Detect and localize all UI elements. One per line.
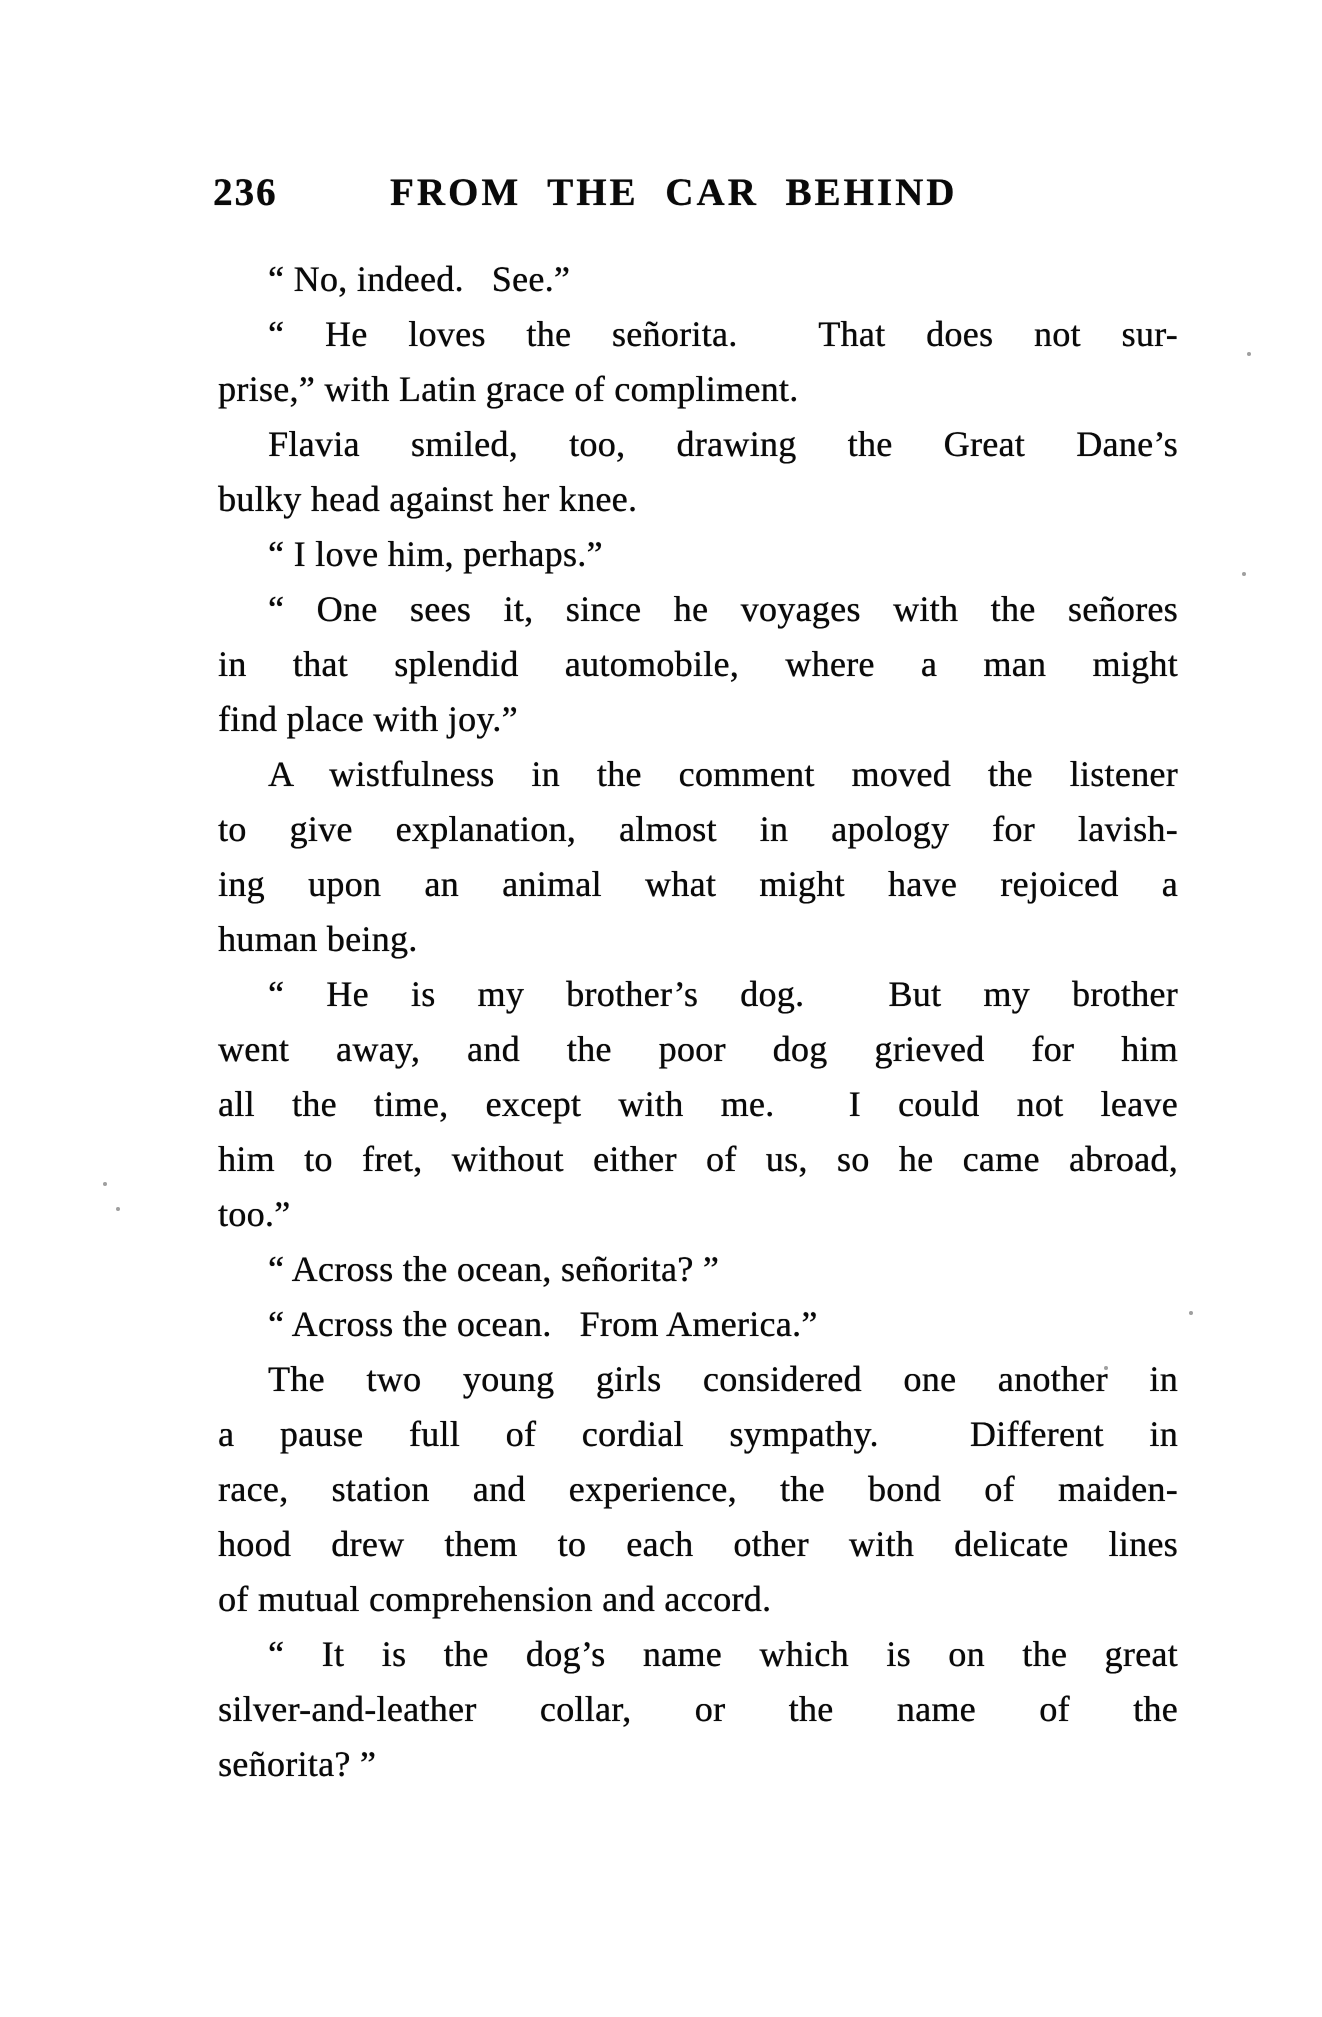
text-line: “ No, indeed. See.” <box>268 259 571 299</box>
scan-speck <box>116 1207 120 1211</box>
text-line: of mutual comprehension and accord. <box>218 1579 772 1619</box>
text-line: too.” <box>218 1194 291 1234</box>
text-line: señorita? ” <box>218 1744 377 1784</box>
text-line: prise,” with Latin grace of compliment. <box>218 369 799 409</box>
text-line: The two young girls considered one another in <box>268 1359 1178 1399</box>
page-body <box>218 252 1178 1792</box>
text-line: “ One sees it, since he voyages with the señores <box>268 589 1178 629</box>
chapter-running-title: FROM THE CAR BEHIND <box>390 171 958 214</box>
scan-speck <box>103 1182 107 1186</box>
text-line: hood drew them to each other with delicate lines <box>218 1524 1178 1564</box>
text-line: to give explanation, almost in apology for lavish- <box>218 809 1178 849</box>
text-line: all the time, except with me. I could not leave <box>218 1084 1178 1124</box>
text-line: “ Across the ocean, señorita? ” <box>268 1249 720 1289</box>
text-line: silver-and-leather collar, or the name of the <box>218 1689 1178 1729</box>
text-line: a pause full of cordial sympathy. Different in <box>218 1414 1178 1454</box>
text-line: him to fret, without either of us, so he came abroad, <box>218 1139 1178 1179</box>
page-number: 236 <box>213 171 278 214</box>
scan-speck <box>1247 352 1251 356</box>
text-line: A wistfulness in the comment moved the listener <box>268 754 1178 794</box>
text-line: “ Across the ocean. From America.” <box>268 1304 818 1344</box>
text-line: find place with joy.” <box>218 699 518 739</box>
text-line: “ I love him, perhaps.” <box>268 534 603 574</box>
text-line: “ He is my brother’s dog. But my brother <box>268 974 1178 1014</box>
text-line: Flavia smiled, too, drawing the Great Dane’s <box>268 424 1178 464</box>
scan-speck <box>1242 572 1246 576</box>
text-line: “ It is the dog’s name which is on the great <box>268 1634 1178 1674</box>
text-line: ing upon an animal what might have rejoiced a <box>218 864 1178 904</box>
scan-speck <box>1104 1366 1108 1370</box>
scan-speck <box>1171 1058 1175 1062</box>
scan-speck <box>1189 1311 1193 1315</box>
running-header <box>0 170 1322 220</box>
text-line: race, station and experience, the bond of maiden- <box>218 1469 1178 1509</box>
text-line: human being. <box>218 919 418 959</box>
text-line: in that splendid automobile, where a man might <box>218 644 1178 684</box>
text-line: went away, and the poor dog grieved for him <box>218 1029 1178 1069</box>
text-line: bulky head against her knee. <box>218 479 638 519</box>
text-line: “ He loves the señorita. That does not sur- <box>268 314 1178 354</box>
